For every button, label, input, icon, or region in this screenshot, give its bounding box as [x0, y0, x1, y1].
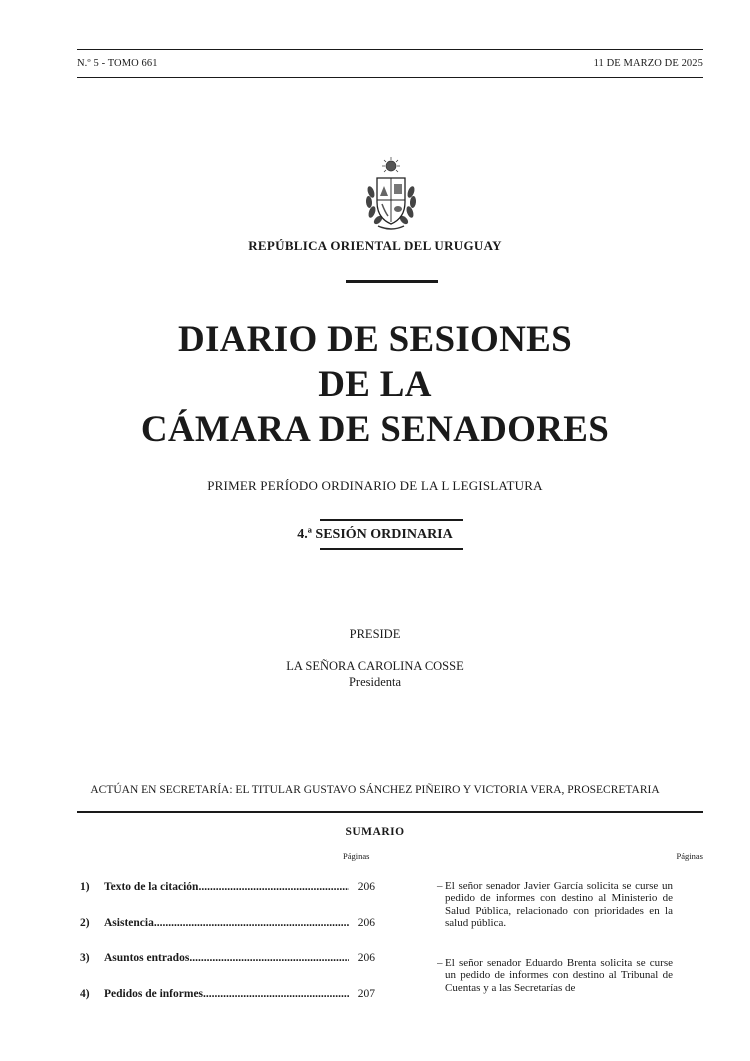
issue-date: 11 DE MARZO DE 2025 — [593, 58, 703, 69]
toc-entry-page: 206 — [357, 952, 375, 964]
coat-of-arms-emblem — [360, 156, 422, 232]
subitem-dash: – — [437, 957, 443, 969]
toc-entry-title: Pedidos de informes ..... — [104, 988, 349, 1000]
session-bottom-rule — [320, 548, 463, 550]
issue-number: N.º 5 - TOMO 661 — [77, 58, 158, 69]
toc-entry-page: 207 — [357, 988, 375, 1000]
toc-entry[interactable] — [80, 952, 375, 966]
header-top-rule — [77, 49, 703, 50]
legislative-period: PRIMER PERÍODO ORDINARIO DE LA L LEGISLATURA — [207, 478, 543, 493]
country-underline — [346, 280, 438, 283]
session-top-rule — [320, 519, 463, 521]
toc-entry-number: 2) — [80, 917, 90, 929]
toc-entry[interactable] — [80, 881, 375, 895]
president-name: LA SEÑORA CAROLINA COSSE — [286, 659, 464, 673]
secretariat-line: ACTÚAN EN SECRETARÍA: EL TITULAR GUSTAVO SÁNCHEZ PIÑEIRO Y VICTORIA VERA, PROSECRETARIA — [90, 784, 660, 796]
toc-entry-page: 206 — [357, 917, 375, 929]
toc-entry[interactable] — [80, 917, 375, 931]
title-line-3: CÁMARA DE SENADORES — [140, 409, 610, 450]
session-label: 4.ª SESIÓN ORDINARIA — [297, 527, 453, 542]
header-bottom-rule — [77, 77, 703, 78]
toc-entry-page: 206 — [357, 881, 375, 893]
toc-entry-number: 3) — [80, 952, 90, 964]
toc-entry-title: Asuntos entrados ..... — [104, 952, 349, 964]
title-line-2: DE LA — [318, 364, 432, 405]
subitem-text: El señor senador Eduardo Brenta solicita se curse un pedido de informes con destino al Tribunal de Cuentas y a las Secretarías de — [445, 957, 673, 994]
preside-label: PRESIDE — [349, 627, 401, 641]
pages-label-right: Páginas — [676, 851, 703, 861]
toc-entry-number: 1) — [80, 881, 90, 893]
sumario-subitem — [437, 880, 673, 930]
subitem-dash: – — [437, 880, 443, 892]
pages-label-left: Páginas — [343, 851, 370, 861]
toc-entry-title: Asistencia ..... — [104, 917, 349, 929]
sumario-heading: SUMARIO — [345, 826, 405, 838]
title-line-1: DIARIO DE SESIONES — [177, 319, 573, 360]
president-role: Presidenta — [348, 675, 402, 689]
toc-entry-title: Texto de la citación ..... — [104, 881, 349, 893]
secretariat-rule — [77, 811, 703, 813]
country-name: REPÚBLICA ORIENTAL DEL URUGUAY — [248, 238, 502, 253]
subitem-text: El señor senador Javier García solicita se curse un pedido de informes con destino al Ministerio de Salud Pública, relacionado con prioridades en la salud pública. — [445, 880, 673, 930]
toc-entry-number: 4) — [80, 988, 90, 1000]
sumario-subitem — [437, 957, 673, 1004]
toc-entry[interactable] — [80, 988, 375, 1002]
